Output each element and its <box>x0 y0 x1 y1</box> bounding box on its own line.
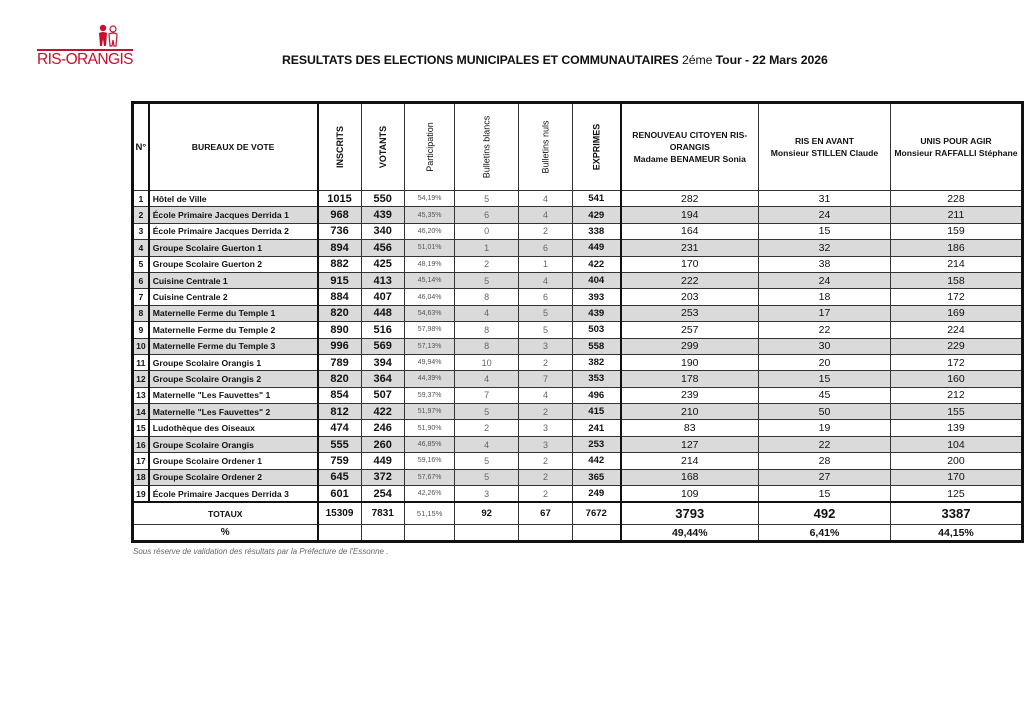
row-votants: 507 <box>361 387 404 403</box>
row-number: 12 <box>133 371 149 387</box>
row-blancs: 5 <box>455 469 519 485</box>
row-number: 1 <box>133 191 149 207</box>
row-blancs: 8 <box>455 322 519 338</box>
row-votants: 456 <box>361 240 404 256</box>
row-bureau-name: Groupe Scolaire Orangis 2 <box>149 371 318 387</box>
title-round: 2éme <box>681 53 713 67</box>
row-number: 9 <box>133 322 149 338</box>
row-candidate-1-votes: 210 <box>621 404 759 420</box>
col-nuls: Bulletins nuls <box>540 120 551 174</box>
row-candidate-2-votes: 32 <box>759 240 891 256</box>
row-candidate-3-votes: 158 <box>890 272 1022 288</box>
ris-orangis-logo <box>37 24 133 70</box>
row-inscrits: 645 <box>318 469 362 485</box>
row-nuls: 1 <box>518 256 572 272</box>
row-inscrits: 882 <box>318 256 362 272</box>
col-candidate-3 <box>890 103 1022 191</box>
table-row <box>133 469 1023 485</box>
row-inscrits: 996 <box>318 338 362 354</box>
row-candidate-1-votes: 299 <box>621 338 759 354</box>
row-votants: 569 <box>361 338 404 354</box>
row-number: 18 <box>133 469 149 485</box>
row-blancs: 2 <box>455 256 519 272</box>
row-bureau-name: École Primaire Jacques Derrida 1 <box>149 207 318 223</box>
row-inscrits: 759 <box>318 453 362 469</box>
row-blancs: 4 <box>455 305 519 321</box>
table-row <box>133 387 1023 403</box>
row-candidate-1-votes: 164 <box>621 223 759 239</box>
row-bureau-name: Groupe Scolaire Guerton 2 <box>149 256 318 272</box>
row-exprimes: 353 <box>572 371 620 387</box>
logo-text: RIS-ORANGIS <box>37 51 133 68</box>
row-inscrits: 812 <box>318 404 362 420</box>
row-bureau-name: Maternelle Ferme du Temple 3 <box>149 338 318 354</box>
row-votants: 550 <box>361 191 404 207</box>
row-nuls: 3 <box>518 436 572 452</box>
col-blancs: Bulletins blancs <box>481 115 492 179</box>
row-inscrits: 1015 <box>318 191 362 207</box>
row-candidate-1-votes: 170 <box>621 256 759 272</box>
row-participation: 51,90% <box>404 420 455 436</box>
row-participation: 51,97% <box>404 404 455 420</box>
row-number: 11 <box>133 354 149 370</box>
row-exprimes: 393 <box>572 289 620 305</box>
row-votants: 422 <box>361 404 404 420</box>
row-number: 14 <box>133 404 149 420</box>
row-candidate-2-votes: 22 <box>759 436 891 452</box>
row-exprimes: 429 <box>572 207 620 223</box>
row-candidate-1-votes: 231 <box>621 240 759 256</box>
row-nuls: 6 <box>518 240 572 256</box>
row-participation: 46,20% <box>404 223 455 239</box>
row-candidate-1-votes: 83 <box>621 420 759 436</box>
row-participation: 57,13% <box>404 338 455 354</box>
table-row <box>133 207 1023 223</box>
percent-candidate-2: 6,41% <box>759 525 891 542</box>
col-candidate-1 <box>621 103 759 191</box>
row-candidate-1-votes: 109 <box>621 486 759 503</box>
totals-nuls: 67 <box>518 502 572 525</box>
row-inscrits: 854 <box>318 387 362 403</box>
row-votants: 449 <box>361 453 404 469</box>
row-exprimes: 415 <box>572 404 620 420</box>
candidate-1-name: Madame BENAMEUR Sonia <box>633 154 746 164</box>
row-exprimes: 503 <box>572 322 620 338</box>
row-blancs: 7 <box>455 387 519 403</box>
row-candidate-3-votes: 169 <box>890 305 1022 321</box>
candidate-2-list: RIS EN AVANT <box>794 136 854 146</box>
row-blancs: 4 <box>455 436 519 452</box>
table-row <box>133 420 1023 436</box>
row-number: 5 <box>133 256 149 272</box>
row-exprimes: 338 <box>572 223 620 239</box>
row-participation: 45,14% <box>404 272 455 288</box>
row-participation: 46,85% <box>404 436 455 452</box>
row-number: 15 <box>133 420 149 436</box>
row-number: 13 <box>133 387 149 403</box>
candidate-3-name: Monsieur RAFFALLI Stéphane <box>894 148 1018 158</box>
totals-label: TOTAUX <box>133 502 318 525</box>
totals-row <box>133 502 1023 525</box>
row-nuls: 2 <box>518 469 572 485</box>
row-number: 3 <box>133 223 149 239</box>
row-number: 19 <box>133 486 149 503</box>
row-nuls: 7 <box>518 371 572 387</box>
row-exprimes: 422 <box>572 256 620 272</box>
row-candidate-1-votes: 178 <box>621 371 759 387</box>
table-row <box>133 191 1023 207</box>
row-candidate-3-votes: 104 <box>890 436 1022 452</box>
row-nuls: 4 <box>518 387 572 403</box>
row-participation: 57,98% <box>404 322 455 338</box>
percent-empty-cell <box>404 525 455 542</box>
table-row <box>133 404 1023 420</box>
row-bureau-name: Hôtel de Ville <box>149 191 318 207</box>
row-candidate-3-votes: 224 <box>890 322 1022 338</box>
row-votants: 254 <box>361 486 404 503</box>
row-candidate-2-votes: 15 <box>759 223 891 239</box>
col-inscrits: INSCRITS <box>334 125 345 169</box>
row-candidate-1-votes: 253 <box>621 305 759 321</box>
table-row <box>133 305 1023 321</box>
totals-participation: 51,15% <box>404 502 455 525</box>
row-candidate-2-votes: 24 <box>759 272 891 288</box>
row-exprimes: 365 <box>572 469 620 485</box>
row-participation: 45,35% <box>404 207 455 223</box>
row-votants: 260 <box>361 436 404 452</box>
row-bureau-name: Maternelle Ferme du Temple 2 <box>149 322 318 338</box>
row-candidate-3-votes: 186 <box>890 240 1022 256</box>
row-blancs: 0 <box>455 223 519 239</box>
row-nuls: 2 <box>518 223 572 239</box>
row-blancs: 2 <box>455 420 519 436</box>
row-candidate-3-votes: 159 <box>890 223 1022 239</box>
row-participation: 48,19% <box>404 256 455 272</box>
table-row <box>133 289 1023 305</box>
row-bureau-name: Cuisine Centrale 1 <box>149 272 318 288</box>
row-nuls: 4 <box>518 207 572 223</box>
row-bureau-name: Maternelle "Les Fauvettes" 2 <box>149 404 318 420</box>
row-candidate-1-votes: 203 <box>621 289 759 305</box>
row-exprimes: 442 <box>572 453 620 469</box>
row-candidate-2-votes: 27 <box>759 469 891 485</box>
row-participation: 54,19% <box>404 191 455 207</box>
row-nuls: 5 <box>518 305 572 321</box>
row-inscrits: 601 <box>318 486 362 503</box>
percent-label: % <box>133 525 318 542</box>
col-bureau: BUREAUX DE VOTE <box>149 103 318 191</box>
col-num: N° <box>133 103 149 191</box>
row-candidate-2-votes: 50 <box>759 404 891 420</box>
row-bureau-name: Maternelle "Les Fauvettes" 1 <box>149 387 318 403</box>
row-bureau-name: Groupe Scolaire Orangis 1 <box>149 354 318 370</box>
row-inscrits: 820 <box>318 371 362 387</box>
row-bureau-name: Cuisine Centrale 2 <box>149 289 318 305</box>
row-inscrits: 555 <box>318 436 362 452</box>
page-title <box>282 53 828 67</box>
row-votants: 448 <box>361 305 404 321</box>
row-candidate-3-votes: 200 <box>890 453 1022 469</box>
row-candidate-2-votes: 24 <box>759 207 891 223</box>
table-row <box>133 436 1023 452</box>
row-candidate-3-votes: 212 <box>890 387 1022 403</box>
row-exprimes: 241 <box>572 420 620 436</box>
row-participation: 51,01% <box>404 240 455 256</box>
row-votants: 340 <box>361 223 404 239</box>
row-nuls: 4 <box>518 272 572 288</box>
row-participation: 59,37% <box>404 387 455 403</box>
row-nuls: 2 <box>518 354 572 370</box>
row-participation: 44,39% <box>404 371 455 387</box>
row-candidate-2-votes: 18 <box>759 289 891 305</box>
row-inscrits: 894 <box>318 240 362 256</box>
header-row <box>133 103 1023 191</box>
row-candidate-2-votes: 22 <box>759 322 891 338</box>
totals-candidate-1: 3793 <box>621 502 759 525</box>
row-blancs: 8 <box>455 289 519 305</box>
row-blancs: 5 <box>455 453 519 469</box>
candidate-1-list: RENOUVEAU CITOYEN RIS-ORANGIS <box>632 130 748 152</box>
row-candidate-1-votes: 214 <box>621 453 759 469</box>
table-row <box>133 354 1023 370</box>
row-candidate-2-votes: 28 <box>759 453 891 469</box>
row-exprimes: 249 <box>572 486 620 503</box>
row-nuls: 5 <box>518 322 572 338</box>
row-candidate-2-votes: 17 <box>759 305 891 321</box>
row-candidate-1-votes: 127 <box>621 436 759 452</box>
table-row <box>133 256 1023 272</box>
results-table <box>131 101 1024 543</box>
row-number: 10 <box>133 338 149 354</box>
row-participation: 49,94% <box>404 354 455 370</box>
percent-empty-cell <box>318 525 362 542</box>
row-inscrits: 820 <box>318 305 362 321</box>
row-candidate-2-votes: 20 <box>759 354 891 370</box>
table-row <box>133 338 1023 354</box>
totals-exprimes: 7672 <box>572 502 620 525</box>
footnote: Sous réserve de validation des résultats par la Préfecture de l'Essonne . <box>133 547 389 556</box>
row-candidate-2-votes: 38 <box>759 256 891 272</box>
row-inscrits: 474 <box>318 420 362 436</box>
row-candidate-1-votes: 194 <box>621 207 759 223</box>
percent-row <box>133 525 1023 542</box>
row-candidate-2-votes: 31 <box>759 191 891 207</box>
row-nuls: 2 <box>518 486 572 503</box>
row-candidate-1-votes: 257 <box>621 322 759 338</box>
row-candidate-3-votes: 172 <box>890 354 1022 370</box>
row-nuls: 3 <box>518 420 572 436</box>
row-bureau-name: Maternelle Ferme du Temple 1 <box>149 305 318 321</box>
row-participation: 54,63% <box>404 305 455 321</box>
row-nuls: 2 <box>518 404 572 420</box>
row-number: 17 <box>133 453 149 469</box>
row-bureau-name: École Primaire Jacques Derrida 3 <box>149 486 318 503</box>
row-inscrits: 884 <box>318 289 362 305</box>
row-blancs: 5 <box>455 404 519 420</box>
row-votants: 372 <box>361 469 404 485</box>
totals-votants: 7831 <box>361 502 404 525</box>
table-row <box>133 223 1023 239</box>
row-candidate-1-votes: 168 <box>621 469 759 485</box>
row-bureau-name: École Primaire Jacques Derrida 2 <box>149 223 318 239</box>
row-candidate-3-votes: 160 <box>890 371 1022 387</box>
col-candidate-2 <box>759 103 891 191</box>
row-number: 2 <box>133 207 149 223</box>
row-candidate-1-votes: 239 <box>621 387 759 403</box>
row-exprimes: 253 <box>572 436 620 452</box>
row-candidate-3-votes: 214 <box>890 256 1022 272</box>
table-row <box>133 486 1023 503</box>
row-exprimes: 382 <box>572 354 620 370</box>
totals-candidate-2: 492 <box>759 502 891 525</box>
row-candidate-3-votes: 125 <box>890 486 1022 503</box>
percent-candidate-3: 44,15% <box>890 525 1022 542</box>
row-candidate-3-votes: 139 <box>890 420 1022 436</box>
row-votants: 407 <box>361 289 404 305</box>
row-blancs: 6 <box>455 207 519 223</box>
row-number: 6 <box>133 272 149 288</box>
row-participation: 57,67% <box>404 469 455 485</box>
table-row <box>133 272 1023 288</box>
row-blancs: 4 <box>455 371 519 387</box>
candidate-2-name: Monsieur STILLEN Claude <box>770 148 879 158</box>
row-votants: 364 <box>361 371 404 387</box>
row-candidate-3-votes: 170 <box>890 469 1022 485</box>
row-inscrits: 789 <box>318 354 362 370</box>
row-candidate-1-votes: 282 <box>621 191 759 207</box>
row-candidate-1-votes: 190 <box>621 354 759 370</box>
row-blancs: 8 <box>455 338 519 354</box>
percent-empty-cell <box>518 525 572 542</box>
title-main: RESULTATS DES ELECTIONS MUNICIPALES ET COMMUNAUTAIRES <box>282 53 679 67</box>
results-body <box>133 191 1023 503</box>
row-exprimes: 558 <box>572 338 620 354</box>
totals-candidate-3: 3387 <box>890 502 1022 525</box>
row-nuls: 4 <box>518 191 572 207</box>
row-exprimes: 404 <box>572 272 620 288</box>
row-candidate-3-votes: 211 <box>890 207 1022 223</box>
row-exprimes: 541 <box>572 191 620 207</box>
row-bureau-name: Groupe Scolaire Orangis <box>149 436 318 452</box>
row-bureau-name: Groupe Scolaire Guerton 1 <box>149 240 318 256</box>
candidate-3-list: UNIS POUR AGIR <box>920 136 992 146</box>
row-exprimes: 439 <box>572 305 620 321</box>
table-row <box>133 322 1023 338</box>
percent-empty-cell <box>361 525 404 542</box>
row-votants: 394 <box>361 354 404 370</box>
totals-blancs: 92 <box>455 502 519 525</box>
row-blancs: 5 <box>455 272 519 288</box>
row-candidate-2-votes: 15 <box>759 371 891 387</box>
col-exprimes: EXPRIMES <box>591 123 602 171</box>
row-participation: 46,04% <box>404 289 455 305</box>
row-participation: 42,26% <box>404 486 455 503</box>
row-votants: 439 <box>361 207 404 223</box>
row-blancs: 10 <box>455 354 519 370</box>
col-votants: VOTANTS <box>377 125 388 169</box>
row-candidate-2-votes: 19 <box>759 420 891 436</box>
row-number: 16 <box>133 436 149 452</box>
row-number: 8 <box>133 305 149 321</box>
row-candidate-3-votes: 229 <box>890 338 1022 354</box>
row-candidate-2-votes: 30 <box>759 338 891 354</box>
row-blancs: 1 <box>455 240 519 256</box>
row-votants: 425 <box>361 256 404 272</box>
row-bureau-name: Groupe Scolaire Ordener 2 <box>149 469 318 485</box>
percent-empty-cell <box>455 525 519 542</box>
col-participation: Participation <box>424 122 435 172</box>
row-candidate-2-votes: 15 <box>759 486 891 503</box>
table-row <box>133 453 1023 469</box>
row-number: 4 <box>133 240 149 256</box>
title-rest: Tour - 22 Mars 2026 <box>715 53 828 67</box>
totals-inscrits: 15309 <box>318 502 362 525</box>
row-candidate-3-votes: 155 <box>890 404 1022 420</box>
table-row <box>133 240 1023 256</box>
row-votants: 246 <box>361 420 404 436</box>
row-inscrits: 736 <box>318 223 362 239</box>
row-blancs: 3 <box>455 486 519 503</box>
row-number: 7 <box>133 289 149 305</box>
row-blancs: 5 <box>455 191 519 207</box>
row-bureau-name: Groupe Scolaire Ordener 1 <box>149 453 318 469</box>
row-inscrits: 915 <box>318 272 362 288</box>
row-votants: 516 <box>361 322 404 338</box>
percent-candidate-1: 49,44% <box>621 525 759 542</box>
row-candidate-2-votes: 45 <box>759 387 891 403</box>
row-exprimes: 449 <box>572 240 620 256</box>
row-nuls: 2 <box>518 453 572 469</box>
row-candidate-3-votes: 172 <box>890 289 1022 305</box>
row-candidate-1-votes: 222 <box>621 272 759 288</box>
row-nuls: 6 <box>518 289 572 305</box>
row-bureau-name: Ludothèque des Oiseaux <box>149 420 318 436</box>
percent-empty-cell <box>572 525 620 542</box>
row-inscrits: 890 <box>318 322 362 338</box>
row-exprimes: 496 <box>572 387 620 403</box>
row-inscrits: 968 <box>318 207 362 223</box>
row-nuls: 3 <box>518 338 572 354</box>
table-row <box>133 371 1023 387</box>
row-candidate-3-votes: 228 <box>890 191 1022 207</box>
row-votants: 413 <box>361 272 404 288</box>
row-participation: 59,16% <box>404 453 455 469</box>
logo-figures-icon <box>93 24 123 48</box>
